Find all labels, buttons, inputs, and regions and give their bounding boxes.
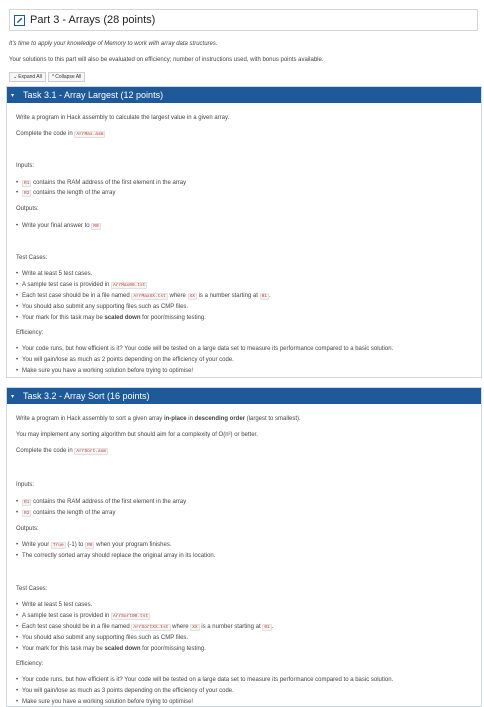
input-item: • R1 contains the RAM address of the first element in the array — [22, 499, 186, 505]
inputs-label: Inputs: — [16, 163, 35, 169]
test-item: • Your mark for this task may be scaled down for poor/missing testing. — [22, 646, 206, 652]
output-item: • Write your final answer to R0 — [22, 223, 101, 229]
efficiency-item: • You will gain/lose as much as 3 points depending on the efficiency of your code. — [22, 688, 234, 694]
task-3-2-panel — [6, 387, 482, 707]
test-item: • Write at least 5 test cases. — [22, 602, 92, 608]
efficiency-item: • Make sure you have a working solution before trying to optimise! — [22, 368, 193, 374]
test-cases-label: Test Cases: — [16, 586, 48, 592]
input-item: • R2 contains the length of the array — [22, 510, 115, 516]
complexity-note: You may implement any sorting algorithm but should aim for a complexity of O(n²) or better. — [16, 432, 258, 438]
outputs-label: Outputs: — [16, 526, 39, 532]
task-3-1-panel — [6, 86, 482, 378]
test-item: • Write at least 5 test cases. — [22, 271, 92, 277]
inputs-label: Inputs: — [16, 482, 35, 488]
part-header — [9, 9, 478, 31]
task-description: Write a program in Hack assembly to calculate the largest value in a given array. — [16, 115, 230, 121]
output-item: • Write your True (-1) to R0 when your program finishes. — [22, 542, 172, 548]
chevron-up-icon: ^ — [51, 74, 55, 80]
intro-text: It's time to apply your knowledge of Memory to work with array data structures. — [9, 41, 218, 47]
code-file: ArrMax.asm — [76, 132, 104, 137]
efficiency-item: • Make sure you have a working solution before trying to optimise! — [22, 699, 193, 705]
collapse-all-button[interactable]: ^ Collapse All — [48, 72, 86, 82]
task-3-1-header[interactable] — [7, 87, 481, 103]
page-title: Part 3 - Arrays (28 points) — [30, 14, 156, 26]
chevron-down-icon: ▾ — [11, 393, 15, 400]
intro-efficiency-text: Your solutions to this part will also be evaluated on efficiency; number of instructions used, with bonus points available. — [9, 57, 324, 63]
task-3-2-title: Task 3.2 - Array Sort (16 points) — [23, 391, 150, 401]
chevron-down-icon: ⌄ — [13, 74, 18, 80]
test-item: • Each test case should be in a file named ArrMaxXX.tst where XX is a number starting at 01 . — [22, 293, 271, 299]
test-item: • A sample test case is provided in ArrSort00.tst — [22, 613, 150, 619]
efficiency-item: • You will gain/lose as much as 2 points depending on the efficiency of your code. — [22, 357, 234, 363]
code-file: ArrSort.asm — [76, 449, 107, 454]
test-item: • You should also submit any supporting files such as CMP files. — [22, 304, 188, 310]
task-description: Write a program in Hack assembly to sort a given array in-place in descending order (largest to smallest). — [16, 416, 301, 422]
task-3-2-header[interactable] — [7, 388, 481, 404]
efficiency-label: Efficiency: — [16, 330, 44, 336]
chevron-down-icon: ▾ — [11, 92, 15, 99]
test-item: • A sample test case is provided in ArrMax00.tst — [22, 282, 147, 288]
input-item: • R1 contains the RAM address of the first element in the array — [22, 180, 186, 186]
test-item: • Your mark for this task may be scaled down for poor/missing testing. — [22, 315, 206, 321]
output-item: • The correctly sorted array should replace the original array in its location. — [22, 553, 215, 559]
test-cases-label: Test Cases: — [16, 255, 48, 261]
outputs-label: Outputs: — [16, 206, 39, 212]
complete-code-line: Complete the code in ArrMax.asm — [16, 131, 104, 137]
complete-code-line: Complete the code in ArrSort.asm — [16, 448, 107, 454]
expand-all-button[interactable]: ⌄ Expand All — [9, 72, 46, 82]
efficiency-item: • Your code runs, but how efficient is it? Your code will be tested on a large data set to measure its performance compared to a basic solution. — [22, 677, 393, 683]
efficiency-item: • Your code runs, but how efficient is it? Your code will be tested on a large data set to measure its performance compared to a basic solution. — [22, 346, 393, 352]
task-3-1-title: Task 3.1 - Array Largest (12 points) — [23, 90, 164, 100]
edit-square-icon — [14, 15, 25, 26]
efficiency-label: Efficiency: — [16, 661, 44, 667]
expand-collapse-controls — [9, 72, 85, 82]
input-item: • R2 contains the length of the array — [22, 190, 115, 196]
test-item: • Each test case should be in a file named ArrSortXX.tst where XX is a number starting at 01 . — [22, 624, 273, 630]
test-item: • You should also submit any supporting files such as CMP files. — [22, 635, 188, 641]
